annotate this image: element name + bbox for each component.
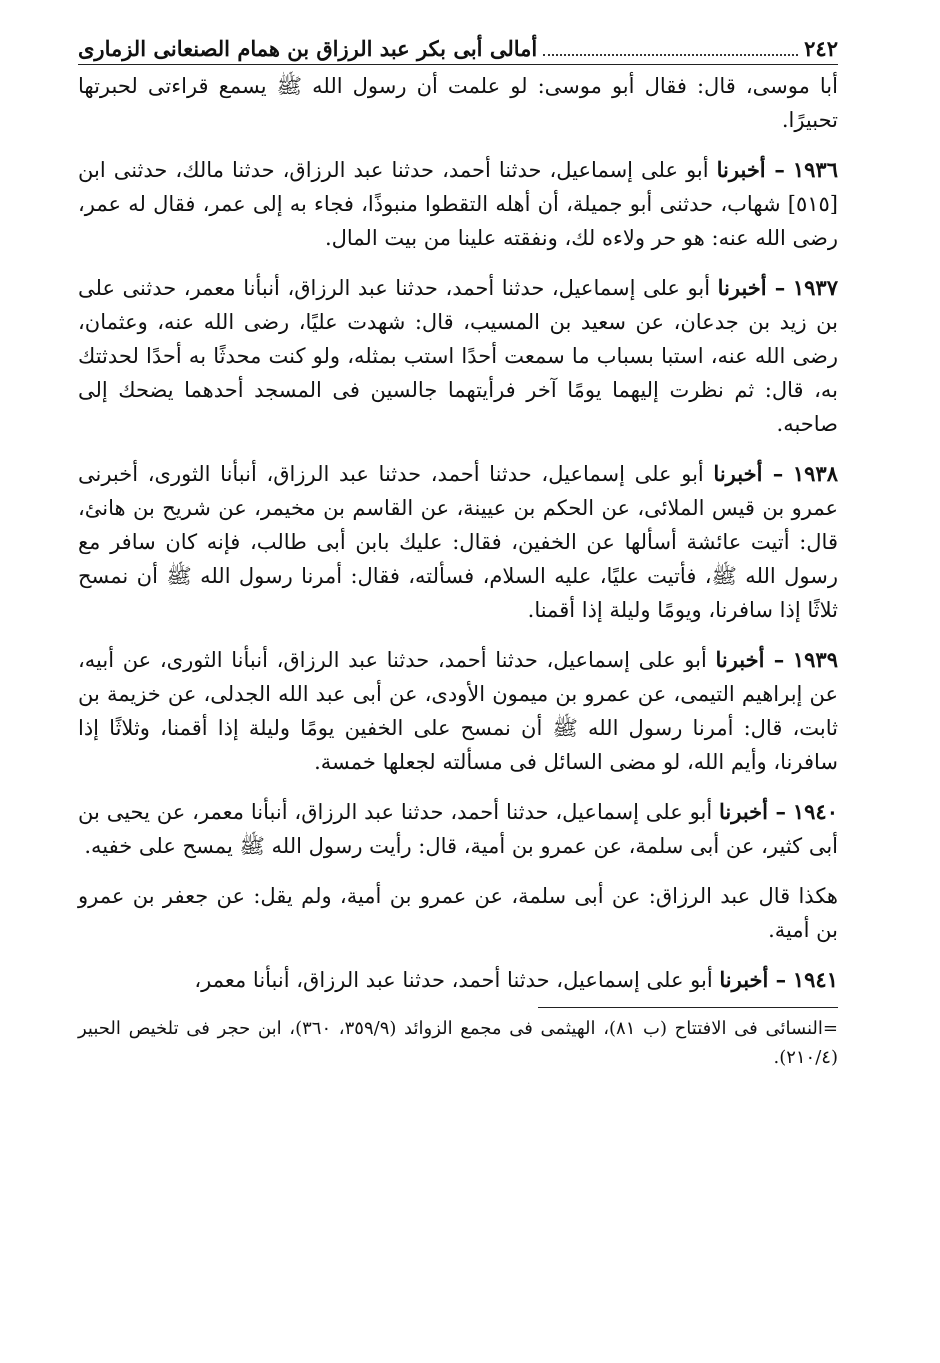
hadith-number: ١٩٣٧	[792, 275, 838, 300]
hadith-text: أبو على إسماعيل، حدثنا أحمد، حدثنا عبد الرزاق، أنبأنا معمر، عن يحيى بن أبى كثير، عن أبى سلمة، عن عمرو بن أمية، قال: رأيت رسول الله ﷺ يمسح على خفيه.	[78, 800, 838, 858]
hadith-number: ١٩٣٨	[792, 461, 838, 486]
hadith-text: أبو على إسماعيل، حدثنا أحمد، حدثنا عبد الرزاق، أنبأنا الثورى، أخبرنى عمرو بن قيس الملائى، عن الحكم بن عيينة، عن القاسم بن مخيمر، عن شريح بن هانئ، قال: أتيت عائشة أسألها عن الخفين، فقال: عليك بابن أبى طالب، فإنه كان سافر مع رسول الله ﷺ، فأتيت عليًا، عليه السلام، فسألته، فقال: أمرنا رسول الله ﷺ أن نمسح ثلاثًا إذا سافرنا، ويومًا وليلة إذا أقمنا.	[78, 462, 838, 622]
hadith-1937	[78, 271, 838, 441]
hadith-dash: –	[765, 157, 785, 182]
hadith-1941	[78, 963, 838, 997]
hadith-text: أبو على إسماعيل، حدثنا أحمد، حدثنا عبد الرزاق، أنبأنا الثورى، عن أبيه، عن إبراهيم التيمى، عن عمرو بن ميمون الأودى، عن أبى عبد الله الجدلى، عن خزيمة بن ثابت، قال: أمرنا رسول الله ﷺ أن نمسح على الخفين يومًا وليلة إذا أقمنا، وثلاثًا إذا سافرنا، وأيم الله، لو مضى السائل فى مسألته لجعلها خمسة.	[78, 648, 838, 774]
book-title: أمالى أبى بكر عبد الرزاق بن همام الصنعانى الزمارى	[78, 36, 538, 61]
hadith-text: أبو على إسماعيل، حدثنا أحمد، حدثنا عبد الرزاق، حدثنا مالك، حدثنى ابن [٥١٥] شهاب، حدثنى أبو جميلة، أن أهله التقطوا منبوذًا، فجاء به إلى عمر، فقال له عمر، رضى الله عنه: هو حر ولاءه لك، ونفقته علينا من بيت المال.	[78, 158, 838, 250]
hadith-1938	[78, 457, 838, 627]
hadith-number: ١٩٣٦	[792, 157, 838, 182]
hadith-1940	[78, 795, 838, 863]
hadith-lead: أخبرنا	[713, 461, 763, 486]
hadith-dash: –	[764, 647, 785, 672]
hadith-number: ١٩٤٠	[792, 799, 838, 824]
hadith-dash: –	[768, 967, 787, 992]
leader-dots	[543, 53, 798, 56]
book-page	[78, 34, 838, 1090]
hadith-lead: أخبرنا	[717, 275, 767, 300]
hadith-dash: –	[762, 461, 784, 486]
hadith-text: أبو على إسماعيل، حدثنا أحمد، حدثنا عبد الرزاق، أنبأنا معمر،	[194, 968, 713, 992]
footnote-text: =النسائى فى الافتتاح (ب ٨١)، الهيثمى فى مجمع الزوائد (٣٥٩/٩، ٣٦٠)، ابن حجر فى تلخيص الحبير (٢١٠/٤).	[78, 1018, 838, 1068]
hadith-1939	[78, 643, 838, 779]
hadith-number: ١٩٣٩	[792, 647, 838, 672]
hadith-1936	[78, 153, 838, 255]
paragraph-text: هكذا قال عبد الرزاق: عن أبى سلمة، عن عمرو بن أمية، ولم يقل: عن جعفر بن عمرو بن أمية.	[78, 884, 838, 942]
hadith-text: أبو على إسماعيل، حدثنا أحمد، حدثنا عبد الرزاق، أنبأنا معمر، حدثنى على بن زيد بن جدعان، عن سعيد بن المسيب، قال: شهدت عليًا، رضى الله عنه، وعثمان، رضى الله عنه، استبا بسباب ما سمعت أحدًا استب بمثله، ولو كنت محدثًا به أحدًا لحدثتك به، قال: ثم نظرت إليهما يومًا آخر فرأيتهما جالسين فى المسجد أحدهما يضحك إلى صاحبه.	[78, 276, 838, 436]
footnote	[78, 1014, 838, 1072]
page-number: ٢٤٢	[804, 36, 838, 61]
paragraph-continuation	[78, 69, 838, 137]
footnote-divider	[538, 1007, 838, 1008]
hadith-number: ١٩٤١	[792, 967, 838, 992]
hadith-lead: أخبرنا	[719, 799, 768, 824]
hadith-dash: –	[766, 275, 786, 300]
hadith-dash: –	[768, 799, 786, 824]
editor-note	[78, 879, 838, 947]
hadith-lead: أخبرنا	[715, 647, 765, 672]
hadith-lead: أخبرنا	[716, 157, 766, 182]
hadith-lead: أخبرنا	[719, 967, 769, 992]
running-head	[78, 34, 838, 65]
paragraph-text: أبا موسى، قال: فقال أبو موسى: لو علمت أن رسول الله ﷺ يسمع قراءتى لحبرتها تحبيرًا.	[78, 74, 838, 132]
